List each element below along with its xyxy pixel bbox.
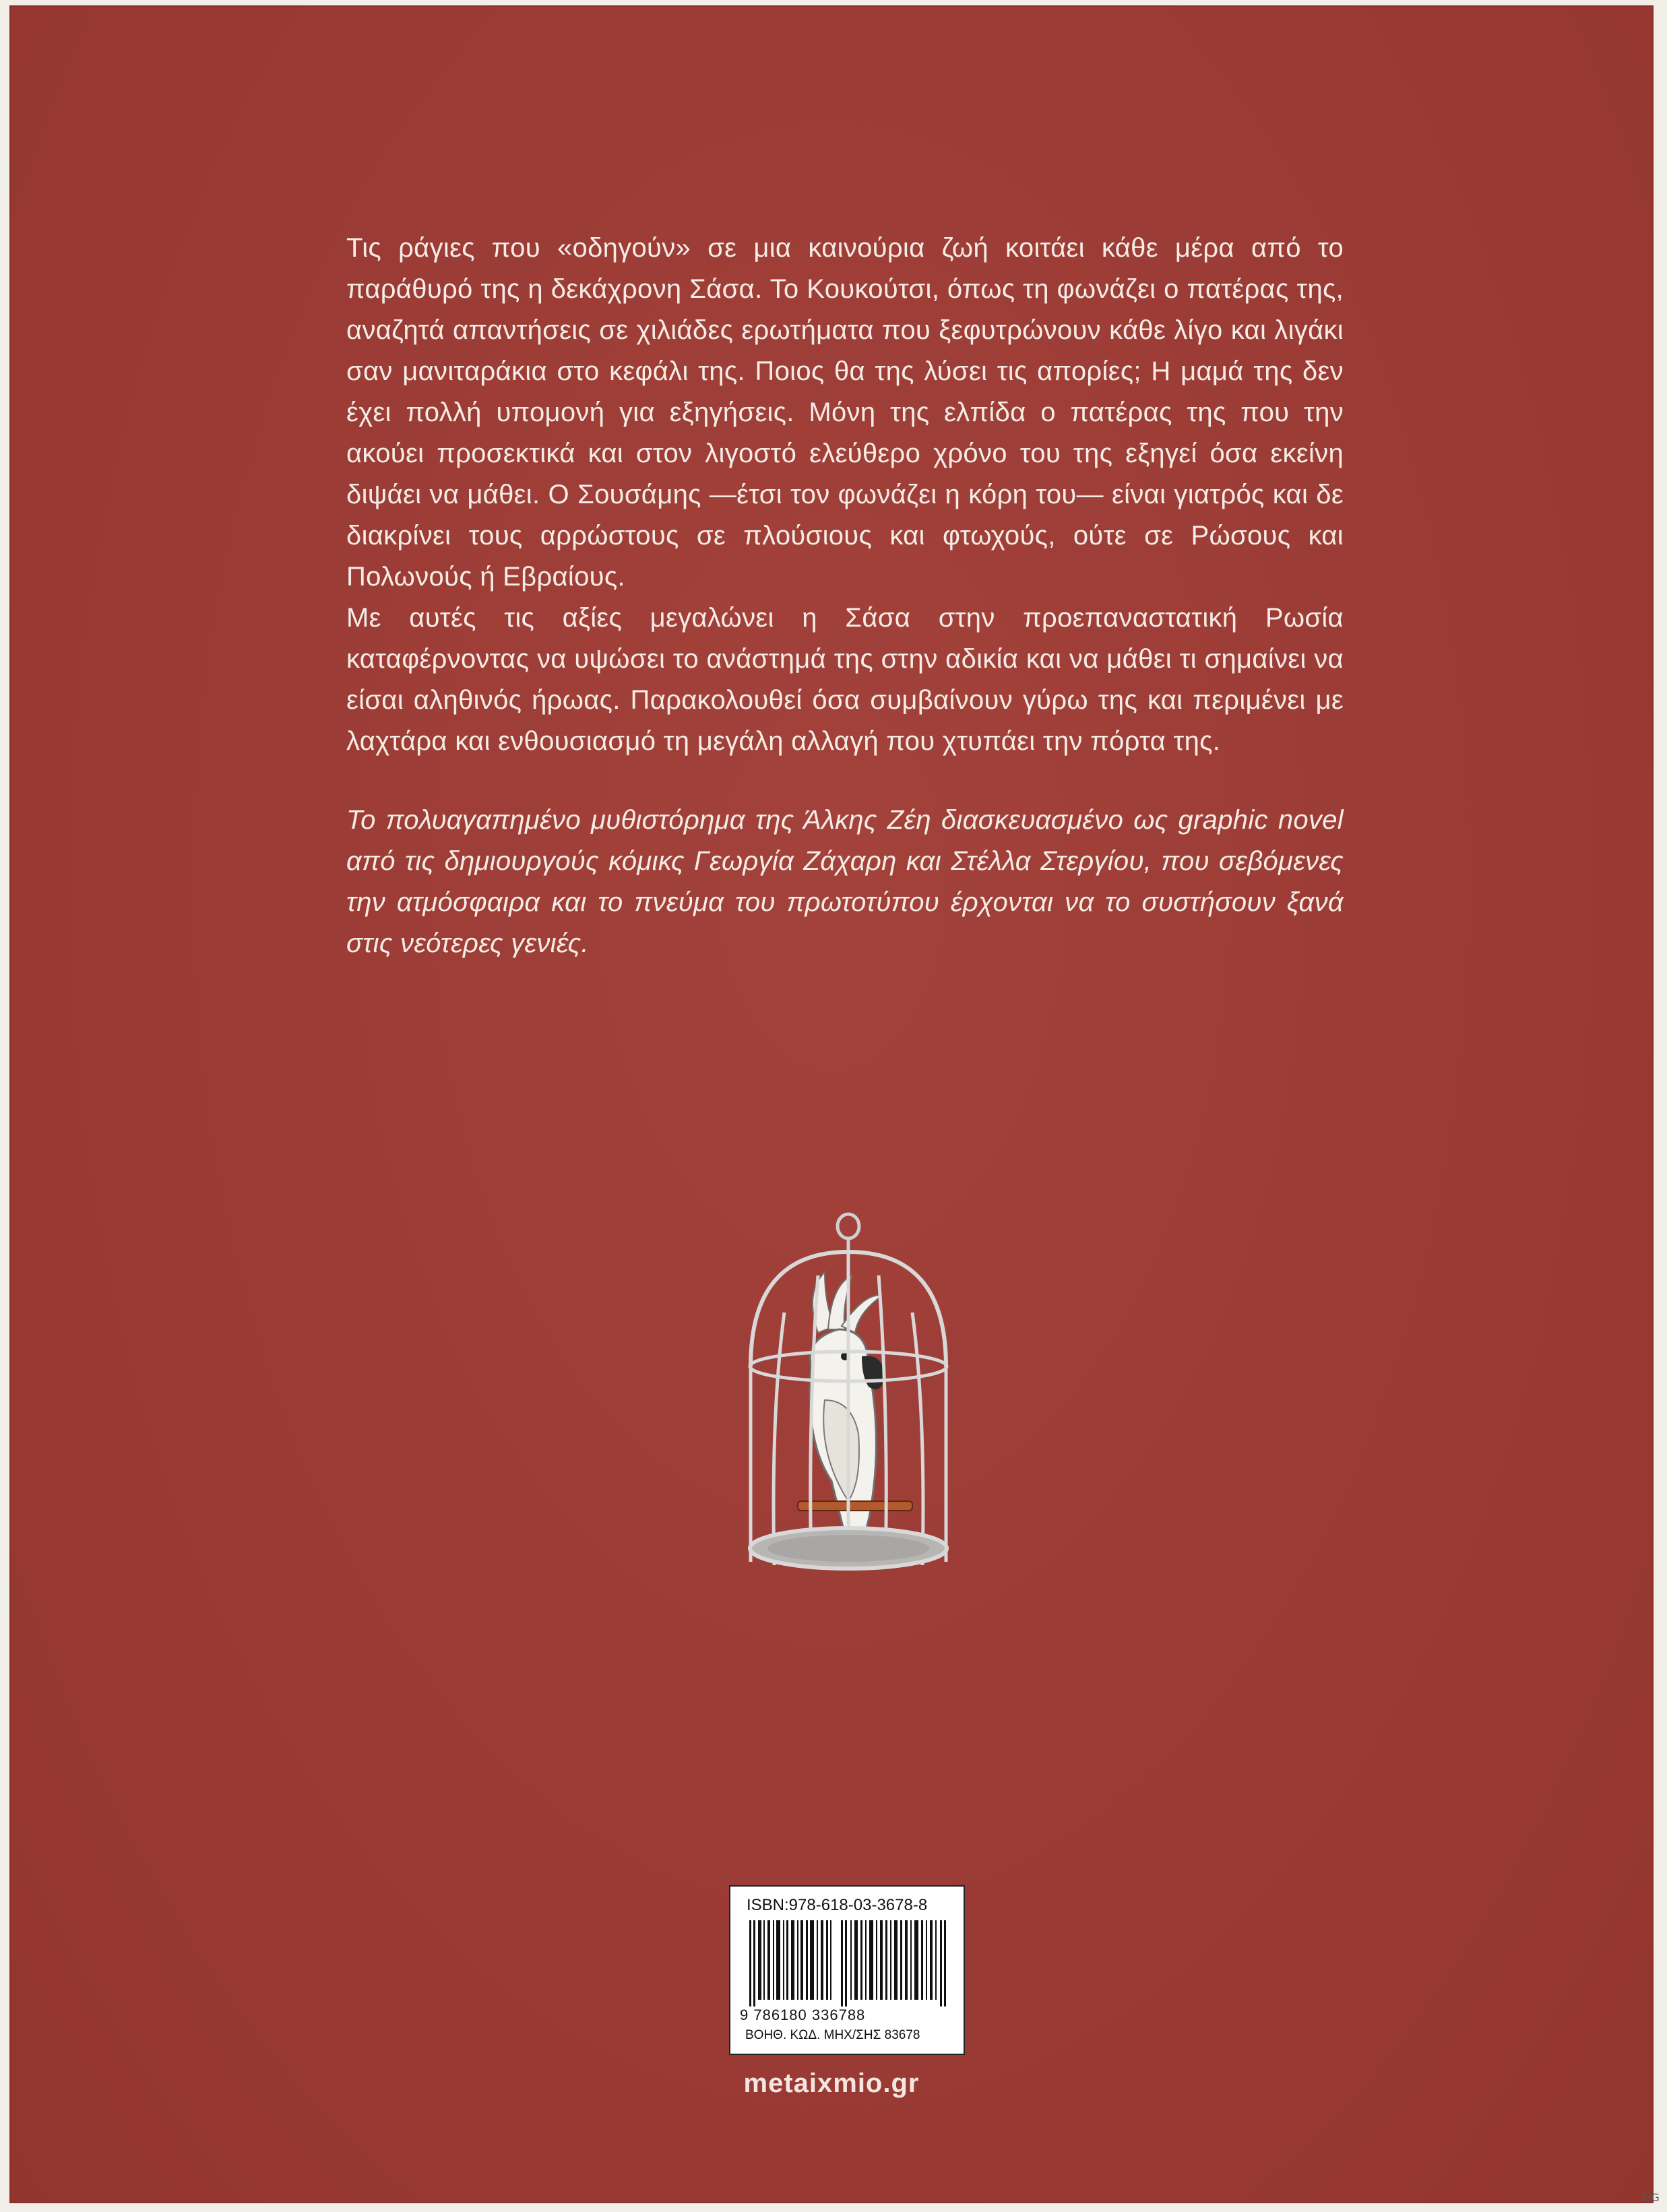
barcode-label — [729, 1885, 965, 2055]
publisher-website: metaixmio.gr — [743, 2068, 920, 2098]
birdcage-cockatoo-icon — [724, 1211, 973, 1589]
blurb-paragraph-2: Με αυτές τις αξίες μεγαλώνει η Σάσα στην προεπαναστατική Ρωσία καταφέρνοντας να υψώσει το ανάστημά της στην αδικία και να μάθει τι σημαίνει να είσαι αληθινός ήρωας. Παρακολουθεί όσα συμβαίνουν γύρω της και περιμένει με λαχτάρα και ενθουσιασμό τη μεγάλη αλλαγή που χτυπάει την πόρτα της. — [346, 603, 1344, 756]
internal-code: ΒΟΗΘ. ΚΩΔ. ΜΗΧ/ΣΗΣ 83678 — [745, 2028, 920, 2042]
barcode-bars — [749, 1920, 946, 2006]
blurb-text — [346, 228, 1344, 964]
scan-mark: GG — [1643, 2191, 1660, 2204]
blurb-paragraph-1: Τις ράγιες που «οδηγούν» σε μια καινούρια ζωή κοιτάει κάθε μέρα από το παράθυρό της η δεκάχρονη Σάσα. Το Κουκούτσι, όπως τη φωνάζει ο πατέρας της, αναζητά απαντήσεις σε χιλιάδες ερωτήματα που ξεφυτρώνουν κάθε λίγο και λιγάκι σαν μανιταράκια στο κεφάλι της. Ποιος θα της λύσει τις απορίες; Η μαμά της δεν έχει πολλή υπομονή για εξηγήσεις. Μόνη της ελπίδα ο πατέρας της που την ακούει προσεκτικά και στον λιγοστό ελεύθερο χρόνο του της εξηγεί όσα εκείνη διψάει να μάθει. Ο Σουσάμης —έτσι τον φωνάζει η κόρη του— είναι γιατρός και δε διακρίνει τους αρρώστους σε πλούσιους και φτωχούς, ούτε σε Ρώσους και Πολωνούς ή Εβραίους. — [346, 233, 1344, 592]
barcode-digits: 9 786180 336788 — [740, 2006, 866, 2023]
blurb-italic-note: Το πολυαγαπημένο μυθιστόρημα της Άλκης Ζέη διασκευασμένο ως graphic novel από τις δημιουργούς κόμικς Γεωργία Ζάχαρη και Στέλλα Στεργίου, που σεβόμενες την ατμόσφαιρα και το πνεύμα του πρωτοτύπου έρχονται να το συστήσουν ξανά στις νεότερες γενιές. — [346, 805, 1344, 958]
back-cover — [9, 5, 1654, 2203]
isbn-text: ISBN:978-618-03-3678-8 — [747, 1896, 928, 1914]
